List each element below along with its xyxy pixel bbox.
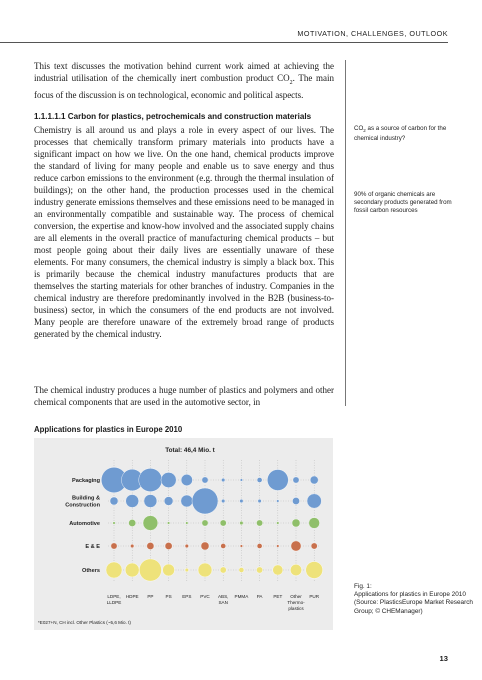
bubble-mark bbox=[113, 522, 116, 525]
bubble-chart-svg bbox=[34, 438, 333, 630]
bubble-mark bbox=[258, 499, 262, 503]
bubble-mark bbox=[240, 521, 244, 525]
bubble-mark bbox=[192, 488, 218, 514]
bubble-mark bbox=[161, 472, 176, 487]
column-label: PUR bbox=[309, 594, 320, 599]
bubble-mark bbox=[139, 468, 162, 491]
bubble-mark bbox=[239, 567, 244, 572]
bubble-mark bbox=[130, 544, 134, 548]
column-label: Thermo- bbox=[287, 600, 305, 605]
bubble-mark bbox=[202, 520, 208, 526]
column-label: ABS, bbox=[217, 594, 229, 599]
column-label: PS bbox=[165, 594, 172, 599]
intro-text-after: . The main focus of the discussion is on technological, economic and political aspects. bbox=[34, 73, 334, 100]
bubble-mark bbox=[163, 564, 175, 576]
row-label: Building & bbox=[72, 495, 100, 502]
row-label: Packaging bbox=[72, 478, 100, 484]
margin-note-co2 bbox=[354, 125, 454, 144]
bubble-mark bbox=[277, 500, 280, 503]
row-label: Others bbox=[81, 568, 100, 574]
bubble-mark bbox=[311, 543, 317, 549]
caption-title: Applications for plastics in Europe 2010 bbox=[354, 591, 466, 599]
bubble-mark bbox=[221, 543, 226, 548]
margin-note-co2-sub: 2 bbox=[363, 128, 366, 134]
bubble-mark bbox=[256, 567, 262, 573]
bubble-mark bbox=[110, 497, 118, 505]
bubble-mark bbox=[277, 522, 280, 525]
intro-subscript: 2 bbox=[289, 79, 293, 86]
header-rule bbox=[0, 42, 448, 43]
bubble-mark bbox=[267, 469, 288, 490]
bubble-mark bbox=[240, 479, 243, 482]
bubble-mark bbox=[147, 542, 154, 549]
bubble-mark bbox=[129, 519, 136, 526]
bubble-mark bbox=[221, 499, 225, 503]
bubble-mark bbox=[257, 477, 262, 482]
bubble-mark bbox=[306, 562, 323, 579]
column-label: PA bbox=[256, 594, 263, 599]
chart-bubbles bbox=[101, 467, 322, 581]
row-label: Construction bbox=[65, 502, 100, 509]
bubble-mark bbox=[221, 478, 225, 482]
bubble-mark bbox=[139, 559, 161, 581]
bubble-mark bbox=[126, 495, 139, 508]
running-header-title: MOTIVATION, CHALLENGES, OUTLOOK bbox=[297, 29, 448, 38]
margin-note-co2-before: CO bbox=[354, 125, 364, 132]
bubble-mark bbox=[186, 522, 189, 525]
bubble-mark bbox=[201, 542, 209, 550]
column-label: LDPE, bbox=[107, 594, 121, 599]
margin-divider bbox=[345, 60, 346, 406]
bubble-mark bbox=[307, 494, 321, 508]
page-number: 13 bbox=[439, 654, 448, 663]
bubble-mark bbox=[165, 542, 172, 549]
section-paragraph bbox=[34, 124, 334, 340]
margin-note-fossil bbox=[354, 191, 454, 216]
bubble-mark bbox=[292, 497, 299, 504]
paragraph-continuation-text: The chemical industry produces a huge number of plastics and polymers and other chemical components that are used in the automotive sector, in bbox=[34, 385, 334, 407]
bubble-mark bbox=[240, 499, 244, 503]
paragraph-continuation bbox=[34, 384, 334, 408]
figure-caption bbox=[354, 583, 474, 616]
bubble-mark bbox=[185, 568, 189, 572]
bubble-mark bbox=[185, 544, 189, 548]
column-label: PET bbox=[273, 594, 283, 599]
caption-label: Fig. 1: bbox=[354, 583, 372, 590]
section-paragraph-text: Chemistry is all around us and plays a role in every aspect of our lives. The processes that chemically transform primary materials into products have a significant impact on how we live. On the one hand, chemical products improve the standard of living for many people and enable us to save energy and thus reduce carbon emissions to the environment (e.g. through the thermal insulation of buildings); on the other hand, the production processes used in the chemical industry generate emissions themselves and these emissions need to be managed in an environmentally compatible and sustainable way. The process of chemical conversion, the expertise and know-how involved and the associated supply chains are all elements in the overall practice of manufacturing chemical products – but most people going about their daily lives are essentially unaware of these elements. For many consumers, the chemical industry is simply a black box. This is primarily because the chemical industry manufactures products that are themselves the starting materials for other branches of industry. Companies in the chemical industry are therefore predominantly involved in the B2B (business-to-business) sector, in which the consumers of the end products are not involved. Many people are therefore unaware of the extremely broad range of products generated by the chemical industry. bbox=[34, 125, 334, 339]
bubble-mark bbox=[220, 567, 226, 573]
chart-total-label: Total: 46,4 Mio. t bbox=[165, 447, 215, 454]
bubble-mark bbox=[202, 477, 208, 483]
bubble-mark bbox=[292, 519, 300, 527]
bubble-mark bbox=[256, 520, 262, 526]
bubble-mark bbox=[291, 541, 301, 551]
column-label: PVC bbox=[200, 594, 210, 599]
row-label: E & E bbox=[85, 544, 100, 550]
column-label: HDPE bbox=[125, 594, 139, 599]
bubble-mark bbox=[273, 565, 283, 575]
figure-title: Applications for plastics in Europe 2010 bbox=[34, 425, 183, 434]
column-label: Other bbox=[290, 594, 302, 599]
margin-note-fossil-text: 90% of organic chemicals are secondary products generated from fossil carbon resources bbox=[354, 191, 452, 215]
bubble-mark bbox=[198, 563, 212, 577]
bubble-mark bbox=[290, 564, 301, 575]
figure-bubble-chart bbox=[34, 438, 333, 630]
column-label: SAN bbox=[218, 600, 228, 605]
bubble-mark bbox=[144, 495, 157, 508]
intro-text-before: This text discusses the motivation behind current work aimed at achieving the industrial utilisation of the chemically inert combustion product CO bbox=[34, 61, 334, 83]
column-label: LLDPE bbox=[106, 600, 122, 605]
caption-source: (Source: PlasticsEurope Market Research Group; © CHEManager) bbox=[354, 599, 473, 615]
bubble-mark bbox=[293, 477, 299, 483]
bubble-mark bbox=[106, 562, 122, 578]
column-label: EPS bbox=[182, 594, 192, 599]
column-label: PMMA bbox=[234, 594, 249, 599]
bubble-mark bbox=[164, 497, 173, 506]
column-label: plastics bbox=[288, 606, 304, 611]
section-heading: 1.1.1.1.1 Carbon for plastics, petrochemicals and construction materials bbox=[34, 112, 312, 121]
bubble-mark bbox=[257, 543, 262, 548]
bubble-mark bbox=[240, 545, 243, 548]
bubble-mark bbox=[111, 543, 117, 549]
margin-note-co2-after: as a source of carbon for the chemical industry? bbox=[354, 125, 447, 143]
bubble-mark bbox=[167, 522, 170, 525]
intro-paragraph bbox=[34, 60, 334, 101]
bubble-mark bbox=[125, 563, 139, 577]
running-header bbox=[0, 29, 482, 45]
bubble-mark bbox=[277, 545, 280, 548]
column-label: PP bbox=[147, 594, 154, 599]
bubble-mark bbox=[143, 516, 158, 531]
bubble-mark bbox=[310, 476, 318, 484]
row-label: Automotive bbox=[69, 521, 100, 527]
bubble-mark bbox=[220, 520, 226, 526]
bubble-mark bbox=[309, 518, 320, 529]
chart-footnote: *E027+N, CH incl. Other Plastics (~5,6 Mio. t) bbox=[38, 620, 131, 625]
bubble-mark bbox=[181, 495, 193, 507]
bubble-mark bbox=[181, 474, 192, 485]
